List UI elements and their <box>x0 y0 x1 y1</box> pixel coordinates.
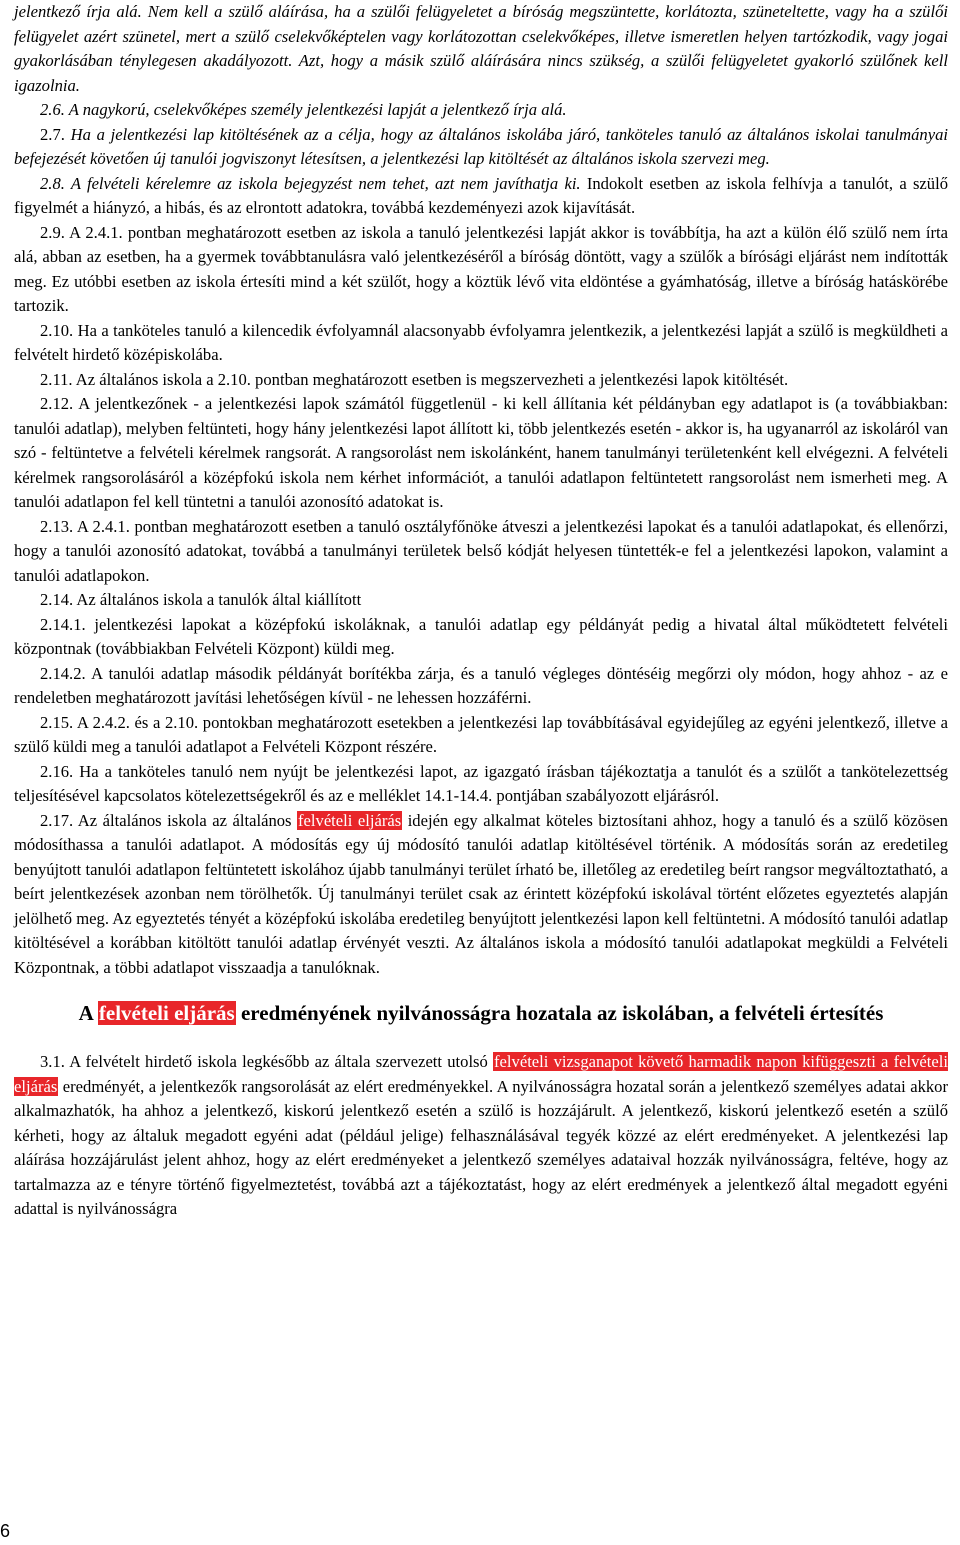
heading-highlight: felvételi eljárás <box>98 1001 235 1025</box>
heading-text-after: eredményének nyilvánosságra hozatala az iskolában, a felvételi értesítés <box>235 1001 884 1025</box>
section-2-14-2: 2.14.2. A tanulói adatlap második példányát borítékba zárja, és a tanuló végleges döntéséig megőrzi oly módon, hogy ahhoz - az e rendeletben meghatározott javítási lehetőségen kívül - ne lehessen hozzáférni. <box>14 663 948 707</box>
section-2-7-text: Ha a jelentkezési lap kitöltésének az a célja, hogy az általános iskolába járó, tanköteles tanuló az általános iskolai tanulmányai befejezését követően új tanulói jogviszonyt létesítsen, a jelentkezési lap kitöltését az általános iskola szervezi meg. <box>14 124 948 168</box>
section-2-17-text-before: 2.17. Az általános iskola az általános <box>40 810 298 830</box>
section-2-8 <box>14 172 948 221</box>
section-2-12: 2.12. A jelentkezőnek - a jelentkezési lapok számától függetlenül - ki kell állítania két példányban egy adatlapot is (a továbbiakban: tanulói adatlap), melyben feltünteti, hogy hány jelentkezési lapot állított ki, több jelentkezés esetén - akkor is, ha ugyanarról az iskoláról van szó - feltüntetve a felvételi kérelmek rangsorát. A rangsorolást nem iskolánként, hanem tanulmányi területenként kell elvégezni. A felvételi kérelmek rangsorolásáról a középfokú iskola nem kérhet információt, a tanulói adatlapon feltüntetett rangsorolást nem ismerheti meg. A tanulói adatlapon fel kell tüntetni a tanulói azonosító adatokat is. <box>14 394 948 511</box>
section-3-1-highlight: felvételi vizsganapot követő harmadik napon kifüggeszti a felvételi eljárás <box>14 1052 948 1096</box>
section-2-13: 2.13. A 2.4.1. pontban meghatározott esetben a tanuló osztályfőnöke átveszi a jelentkezési lapokat és a tanulói adatlapokat, és ellenőrzi, hogy a tanulói azonosító adatokat, továbbá a tanulmányi területek belső kódját helyesen tüntették-e fel a jelentkezési lapokon, valamint a tanulói adatlapokon. <box>14 516 948 585</box>
heading-text-before: A <box>78 1001 98 1025</box>
section-2-17-text-after: idején egy alkalmat köteles biztosítani ahhoz, hogy a tanuló és a szülő közösen módosíthassa a tanulói adatlapot. A módosítás egy új módosító tanulói adatlap kitöltésével történik. A módosítás során az eredetileg benyújtott tanulói adatlapon feltüntetett iskolához újabb tanulmányi terület írható be, illetőleg az eredetileg beírt rangsor megváltoztatható, a beírt jelentkezések azonban nem törölhetők. Új tanulmányi terület csak az érintett középfokú iskolával történt előzetes egyeztetés alapján jelölhető meg. Az egyeztetés tényét a középfokú iskolába eredetileg benyújtott jelentkezési lapon kell feltüntetni. A módosító tanulói adatlap kitöltésével a korábban kitöltött tanulói adatlap érvényét veszti. Az általános iskola a módosító tanulói adatlapokat megküldi a Felvételi Központnak, a többi adatlapot visszaadja a tanulóknak. <box>14 810 948 977</box>
section-2-17 <box>14 809 948 981</box>
section-2-7-number: 2.7. <box>40 124 65 144</box>
section-2-6: 2.6. A nagykorú, cselekvőképes személy jelentkezési lapját a jelentkező írja alá. <box>40 100 567 119</box>
page-number: 6 <box>0 1521 11 1541</box>
section-3-1 <box>14 1050 948 1222</box>
intro-paragraph: jelentkező írja alá. Nem kell a szülő aláírása, ha a szülői felügyeletet a bíróság megszüntette, korlátozta, szüneteltette, vagy ha a szülői felügyelet azért szünetel, mert a szülő cselekvőképtelen vagy korlátozottan cselekvőképes, illetve ismeretlen helyen tartózkodik, vagy jogai gyakorlásában ténylegesen akadályozott. Azt, hogy a másik szülő aláírására nincs szükség, a szülői felügyeletet gyakorló szülőnek kell igazolnia. <box>14 2 948 95</box>
section-2-8-italic-text: A felvételi kérelemre az iskola bejegyzést nem tehet, azt nem javíthatja ki. <box>64 173 581 193</box>
section-2-7 <box>14 123 948 172</box>
section-2-16: 2.16. Ha a tanköteles tanuló nem nyújt be jelentkezési lapot, az igazgató írásban tájékoztatja a tanulót és a szülőt a tankötelezettség teljesítésével kapcsolatos kötelezettségekről és az e melléklet 14.1-14.4. pontjában szabályozott eljárásról. <box>14 761 948 805</box>
section-2-17-highlight: felvételi eljárás <box>298 810 402 830</box>
section-2-11: 2.11. Az általános iskola a 2.10. pontban meghatározott esetben is megszervezheti a jelentkezési lapok kitöltését. <box>40 369 789 389</box>
section-3-1-text-after: eredményét, a jelentkezők rangsorolását az elért eredményekkel. A nyilvánosságra hozatal során a jelentkező személyes adatai akkor alkalmazhatók, ha ahhoz a jelentkező, kiskorú jelentkező esetén a szülő is hozzájárult. A jelentkező, kiskorú jelentkező esetén a szülő kérheti, hogy az általuk megadott egyéni adat (például jelige) felhasználásával tegyék közzé az elért eredményeket. A jelentkezési lap aláírása hozzájárulást jelent ahhoz, hogy az elért eredményeket a jelentkező személyes adataival hozzák nyilvánosságra, feltéve, hogy az tartalmazza az e tényre történő figyelmeztetést, továbbá azt a tájékoztatást, hogy az elért eredmények a jelentkező által megadott egyéni adattal is nyilvánosságra <box>14 1076 948 1218</box>
section-2-8-number: 2.8. <box>40 173 65 193</box>
section-3-1-text-before: 3.1. A felvételt hirdető iskola legkésőbb az általa szervezett utolsó <box>40 1052 494 1071</box>
section-heading <box>44 998 918 1028</box>
section-2-8-text: Indokolt esetben az iskola felhívja a tanulót, a szülő figyelmét a hiányzó, a hibás, és az elrontott adatokra, továbbá kezdeményezi azok kijavítását. <box>14 173 948 217</box>
section-2-15: 2.15. A 2.4.2. és a 2.10. pontokban meghatározott esetekben a jelentkezési lap továbbításával egyidejűleg az egyéni jelentkező, illetve a szülő küldi meg a tanulói adatlapot a Felvételi Központ részére. <box>14 712 948 756</box>
section-2-14-1: 2.14.1. jelentkezési lapokat a középfokú iskoláknak, a tanulói adatlap egy példányát pedig a hivatal által működtetett felvételi központnak (továbbiakban Felvételi Központ) küldi meg. <box>14 614 948 658</box>
section-2-10: 2.10. Ha a tanköteles tanuló a kilencedik évfolyamnál alacsonyabb évfolyamra jelentkezik, a jelentkezési lapját a szülő is megküldheti a felvételt hirdető középiskolába. <box>14 320 948 364</box>
section-2-9: 2.9. A 2.4.1. pontban meghatározott esetben az iskola a tanuló jelentkezési lapját akkor is továbbítja, ha azt a külön élő szülő nem írta alá, abban az esetben, ha a gyermek továbbtanulásra való jelentkezéséről a bíróság döntött, vagy a szülők a bírósági eljárást nem indították meg. Ez utóbbi esetben az iskola értesíti mind a két szülőt, hogy a köztük lévő vita eldöntése a gyámhatóság, illetve a bíróság hatáskörébe tartozik. <box>14 222 948 315</box>
document-page <box>14 0 948 1222</box>
section-2-14: 2.14. Az általános iskola a tanulók által kiállított <box>40 590 362 609</box>
